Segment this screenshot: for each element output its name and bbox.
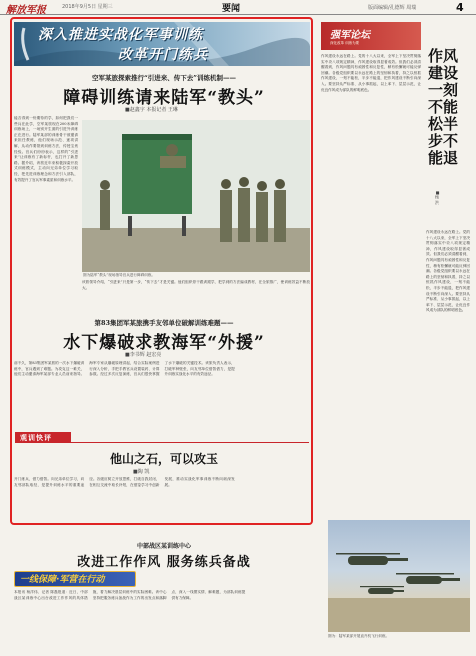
section-title: 要闻 xyxy=(222,4,241,14)
forum-article-title: 作风建设一刻不能松半步不能退 xyxy=(428,47,459,167)
article1-body-left: 能否得到一份期待的学，如何把我们一些兵在此学，空军某旅现在200米障碍训练场上，一场别开生面的引进外训练正在进行。陆军某部的训练骨干被邀请来担任教练，他们现场示范、逐项讲解，从动作要领到训练方法，传授宝贵经验。官兵们纷纷表示，这样的“引进来”让训练有了新标杆，也打开了新思路。据介绍，该旅近年来积极探索开放式训练模式，主动向兄弟单位学习取经，把先进训练理念和方法引入部队，有效提升了官兵军事素质和训练水平。 xyxy=(14,116,78,182)
issue-date: 2018年9月5日 星期三 xyxy=(62,4,113,10)
helicopter-image xyxy=(328,520,470,632)
banner-title-line2: 改革开门练兵 xyxy=(118,47,208,63)
editor-credit: 版面编辑/孔德辉 周瑞 xyxy=(368,5,417,11)
bottom-body: 本报讯 杨洋伟、记者 陈磊报道：近日，中部战区某训练中心出台改进工作作风的具体措施，着力解决基层训练中的实际困难。该中心坚持把服务练兵备战作为工作的出发点和落脚点，深入一线摸实情、解难题，为部队训练提供有力保障。 xyxy=(14,590,246,600)
forum-article-author: ■杨 洪 xyxy=(435,190,440,205)
forum-banner-title: 强军论坛 xyxy=(330,30,370,41)
article2-body: 前不久，第83集团军某旅的一次水下爆破训练中，官兵遇到了难题。为攻克这一难关，他们主动邀请海军某部专业人员前来指导。海军专家从爆破原理讲起，结合实际案例进行深入分析，手把手教官兵设置装药、计算参数。经过多次反复演练，官兵们很快掌握了水下爆破的关键技术。该旅负责人表示，打破军种壁垒，向友邻单位借智借力，是提升训练实战化水平的有效途径。 xyxy=(14,361,235,377)
bottom-kicker: 中部战区某训练中心 xyxy=(136,543,191,550)
helicopter-caption: 图为：陆军某部开展直升机飞行训练。 xyxy=(328,634,390,638)
commentary-body: 开门练兵，借力借智。向兄弟单位学习，向友邻部队取经，是提升训练水平的重要途径。各级应树立开放思维，打破自我封闭，在相互交流中取长补短，在借鉴学习中创新发展，推动实战化军事训练不断向纵深发展。 xyxy=(14,477,235,487)
commentary-headline: 他山之石，可以攻玉 xyxy=(109,452,218,466)
article1-photo xyxy=(82,120,310,272)
commentary-rule xyxy=(15,442,309,443)
banner-title-line1: 深入推进实战化军事训练 xyxy=(38,27,203,43)
commentary-byline: ■陶 凯 xyxy=(133,469,150,475)
article1-body-bottom: 该旅领导介绍，“引进来”只是第一步，“传下去”才是关键。他们组织骨干跟训跟学，把学到的方法编成教材，在全旅推广，使训练效益不断放大。 xyxy=(82,280,310,290)
bottom-headline: 改进工作作风 服务练兵备战 xyxy=(77,555,251,570)
masthead-logo: 解放军报 xyxy=(6,5,46,16)
forum-article-body: 作风建设永远在路上。党的十八大以来，全军上下坚决贯彻落实中央八项规定精神，作风建设取得显著成效。但我们必须清醒看到，作风问题具有顽固性和反复性，稍有松懈就可能反弹回潮。各级党组织要以永远在路上的坚韧和执着，持之以恒抓作风建设，一刻不能松，半步不能退，把作风建设不断引向深入。要坚持从严标准、从小事抓起，以上率下、层层示范，让优良作风成为部队的鲜明底色。 xyxy=(321,54,421,92)
article1-photo-caption: 图为陆军“教头”现场指导官兵进行障碍训练。 xyxy=(83,273,155,277)
helicopter-photo xyxy=(328,520,470,632)
page-number: 4 xyxy=(456,1,464,14)
obstacle-training-image xyxy=(82,120,310,272)
article1-byline: ■赵鑫宇 本报记者 王琳 xyxy=(125,107,178,113)
article1-kicker: 空军某旅探索推行“引进来、传下去”训练机制—— xyxy=(92,74,236,82)
forum-banner-subtitle: 深化改革 训练为要 xyxy=(330,41,360,45)
article2-byline: ■李书辉 赵宏亮 xyxy=(125,352,162,358)
article1-headline: 障碍训练请来陆军“教头” xyxy=(63,88,265,108)
forum-article-body-cont: 作风建设永远在路上。党的十八大以来，全军上下坚决贯彻落实中央八项规定精神，作风建设取得显著成效。但我们必须清醒看到，作风问题具有顽固性和反复性，稍有松懈就可能反弹回潮。各级党组织要以永远在路上的坚韧和执着，持之以恒抓作风建设，一刻不能松，半步不能退，把作风建设不断引向深入。要坚持从严标准、从小事抓起，以上率下、层层示范，让优良作风成为部队的鲜明底色。 xyxy=(426,230,470,313)
article2-kicker: 第83集团军某旅携手友邻单位破解训练难题—— xyxy=(94,319,234,327)
article2-headline: 水下爆破求教海军“外援” xyxy=(63,333,265,353)
action-banner-text: 一线保障·军营在行动 xyxy=(20,575,105,585)
commentary-label: 观训快评 xyxy=(20,434,52,442)
